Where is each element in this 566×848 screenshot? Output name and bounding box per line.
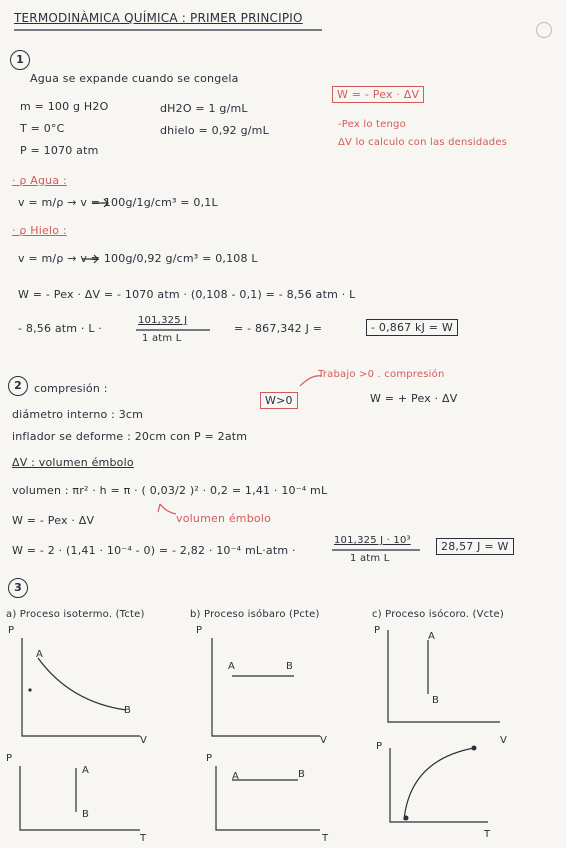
ice-volume-eq: v = m/ρ → v = 100g/0,92 g/cm³ = 0,108 L: [18, 252, 258, 265]
w-calculation: W = - 2 · (1,41 · 10⁻⁴ - 0) = - 2,82 · 10⁻⁴ mL·atm ·: [12, 544, 296, 557]
graph-b-isobar: [212, 638, 320, 736]
dv-note: ΔV : volumen émbolo: [12, 456, 134, 469]
water-density-label: · ρ Agua :: [12, 174, 67, 187]
conversion-left: - 8,56 atm · L ·: [18, 322, 103, 335]
ice-density-label: · ρ Hielo :: [12, 224, 67, 237]
point-a: A: [82, 765, 90, 776]
axis-label-v: V: [320, 735, 328, 746]
conversion-denominator: 1 atm L: [142, 333, 182, 344]
section-3-number: 3: [8, 578, 28, 598]
volume-embolo-note: volumen émbolo: [176, 512, 272, 525]
point-b: B: [298, 769, 306, 780]
section-1-number: 1: [10, 50, 30, 70]
volume-equation: volumen : πr² · h = π · ( 0,03/2 )² · 0,2 = 1,41 · 10⁻⁴ mL: [12, 484, 328, 497]
w-conversion-denominator: 1 atm L: [350, 553, 390, 564]
data-temperature: T = 0°C: [20, 122, 65, 135]
work-result-box: - 0,867 kJ = W: [366, 319, 458, 336]
w-result-box: 28,57 J = W: [436, 538, 514, 555]
density-ice: dhielo = 0,92 g/mL: [160, 124, 269, 137]
axis-label-v: V: [140, 735, 148, 746]
water-volume-eq: v = m/ρ → v = 100g/1g/cm³ = 0,1L: [18, 196, 218, 209]
work-equation: W = - Pex · ΔV = - 1070 atm · (0,108 - 0,1) = - 8,56 atm · L: [18, 288, 356, 301]
compression-heading: compresión :: [34, 382, 108, 395]
graph-c-isochore: [388, 630, 500, 722]
graph-e-pt: [216, 766, 320, 830]
density-water: dH2O = 1 g/mL: [160, 102, 248, 115]
process-a-label: a) Proceso isotermo. (Tcte): [6, 609, 145, 620]
work-formula-box: W = - Pex · ΔV: [332, 86, 424, 103]
graph-f-pt: [390, 748, 488, 822]
work-positive-note: Trabajo >0 . compresión: [318, 369, 445, 380]
conversion-numerator: 101,325 J: [138, 315, 188, 326]
inner-diameter: diámetro interno : 3cm: [12, 408, 144, 421]
note-pex: -Pex lo tengo: [338, 119, 406, 130]
axis-label-p: P: [206, 753, 213, 764]
point-a: A: [428, 631, 436, 642]
axis-label-p: P: [374, 625, 381, 636]
note-dv: ΔV lo calculo con las densidades: [338, 137, 508, 148]
axis-label-p: P: [196, 625, 203, 636]
w-positive-box: W>0: [260, 392, 298, 409]
data-pressure: P = 1070 atm: [20, 144, 99, 157]
axis-label-v: V: [500, 735, 508, 746]
statement: Agua se expande cuando se congela: [30, 72, 239, 85]
point-b: B: [286, 661, 294, 672]
axis-label-p: P: [376, 741, 383, 752]
point-b: B: [124, 705, 132, 716]
inflator-displacement: inflador se deforme : 20cm con P = 2atm: [12, 430, 248, 443]
axis-label-p: P: [8, 625, 15, 636]
axis-label-t: T: [322, 833, 329, 844]
w-compression-formula: W = + Pex · ΔV: [370, 392, 458, 405]
w-equation: W = - Pex · ΔV: [12, 514, 95, 527]
process-c-label: c) Proceso isócoro. (Vcte): [372, 609, 504, 620]
section-2-number: 2: [8, 376, 28, 396]
axis-label-p: P: [6, 753, 13, 764]
w-conversion-numerator: 101,325 J · 10³: [334, 535, 411, 546]
point-b: B: [432, 695, 440, 706]
conversion-result: = - 867,342 J =: [234, 322, 323, 335]
axis-label-t: T: [140, 833, 147, 844]
point-b: B: [82, 809, 90, 820]
graph-a-isotherm: [22, 638, 140, 736]
process-b-label: b) Proceso isóbaro (Pcte): [190, 609, 320, 620]
point-a: A: [232, 771, 240, 782]
axis-label-t: T: [484, 829, 491, 840]
point-a: A: [228, 661, 236, 672]
point-a: A: [36, 649, 44, 660]
graph-d-pt: [20, 766, 140, 830]
page-title: TERMODINÀMICA QUÍMICA : PRIMER PRINCIPIO: [14, 11, 303, 25]
data-mass: m = 100 g H2O: [20, 100, 109, 113]
